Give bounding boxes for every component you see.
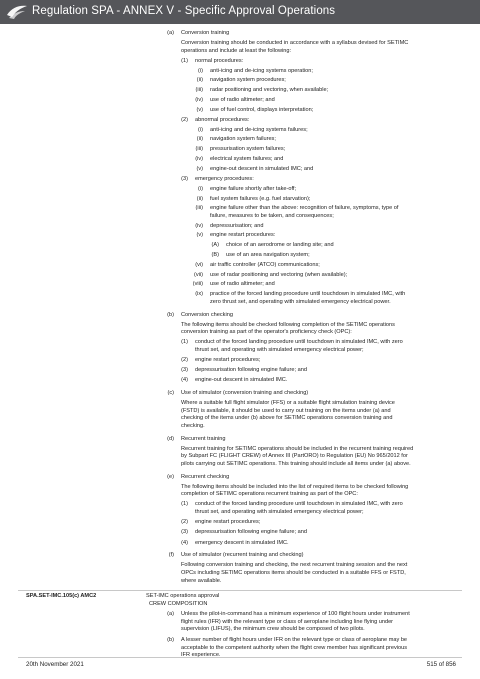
item-label: (2) [181,519,188,526]
item-text: use of radio altimeter; and [210,96,275,103]
item-label: (vi) [195,261,203,268]
list-item [0,339,480,354]
item-text: use of fuel control, displays interpretation; [210,106,314,113]
item-text: choice of an aerodrome or landing site; and [226,242,334,249]
item-text: abnormal procedures: [195,116,250,123]
item-text: Conversion training [181,30,230,36]
item-label: (i) [198,185,203,192]
item-label: (c) [167,390,174,397]
list-item [0,87,480,95]
paragraph [0,446,480,469]
item-label: (1) [181,339,188,346]
item-text: Following conversion training and checking, the next recurrent training session and the next OPCs including SETIMC operations items should be conducted in a suitable FFS or FSTD, where available. [181,562,408,584]
item-text: normal procedures: [195,57,244,64]
item-text: depressurisation; and [210,222,264,229]
item-label: (B) [211,252,219,259]
list-item [0,136,480,144]
paragraph [0,484,480,499]
item-label: (4) [181,539,188,546]
list-item [0,390,480,398]
item-label: (i) [198,126,203,133]
item-text: conduct of the forced landing procedure until touchdown in simulated IMC, with zero thrust set, and operating with simulated emergency electrical power; [195,501,403,516]
list-item [0,232,480,240]
item-text: pressurisation system failures; [210,146,286,153]
item-label: (iii) [195,87,203,94]
item-text: Conversion training should be conducted in accordance with a syllabus devised for SETIMC operations and include at least the following: [181,39,409,54]
list-item [0,436,480,444]
item-label: (viii) [192,281,203,288]
list-item [0,312,480,320]
item-label: (ix) [195,291,203,298]
list-item [0,196,480,204]
list-item [0,291,480,306]
item-text: navigation system failures; [210,136,276,143]
amc-reference: SPA.SET-IMC.105(c) AMC2 [26,593,97,599]
amc-title: SET-IMC operations approval [146,593,220,599]
list-item [0,156,480,164]
document-title: Regulation SPA - ANNEX V - Specific Approval Operations [32,5,336,17]
item-label: (a) [167,30,174,36]
list-item [0,68,480,76]
easa-wing-logo-icon [6,3,28,21]
item-text: Use of simulator (conversion training and checking) [181,390,309,397]
item-text: use of radio altimeter; and [210,281,275,288]
list-item [0,223,480,231]
item-label: (ii) [196,77,203,84]
item-text: anti-icing and de-icing systems operation; [210,67,313,74]
list-item [0,262,480,270]
amc-body [0,593,480,660]
item-label: (e) [167,473,174,480]
item-text: radar positioning and vectoring, when available; [210,87,329,94]
item-label: (b) [167,311,174,318]
list-item [0,377,480,385]
item-text: The following items should be checked following completion of the SETIMC operations conversion training as part of the operator's proficiency check (OPC): [181,321,395,336]
list-item [0,117,480,125]
list-item [0,611,480,634]
item-label: (3) [181,175,188,182]
list-item [0,474,480,482]
item-text: fuel system failures (e.g. fuel starvation); [210,195,311,202]
item-text: emergency descent in simulated IMC. [195,539,289,546]
amc-items [0,611,480,660]
item-text: engine-out descent in simulated IMC. [195,377,288,384]
item-label: (vii) [193,271,203,278]
item-text: engine restart procedures; [195,357,261,364]
item-label: (ii) [196,136,203,143]
item-label: (2) [181,116,188,123]
item-text: depressurisation following engine failure; and [195,367,307,374]
item-label: (iv) [195,222,203,229]
section-divider [18,590,462,591]
item-label: (f) [168,552,174,559]
item-label: (ii) [196,195,203,202]
item-text: use of an area navigation system; [226,252,310,259]
item-text: navigation system procedures; [210,77,286,84]
list-item [0,552,480,560]
amc-subtitle: CREW COMPOSITION [149,600,208,607]
list-item [0,176,480,184]
list-item [0,77,480,85]
item-text: engine restart procedures: [210,232,276,239]
item-label: (d) [167,435,174,442]
item-label: (iv) [195,96,203,103]
item-text: engine failure other than the above: recognition of failure, symptoms, type of failure, measures to be taken, and consequences; [210,205,399,219]
footer-date: 20th November 2021 [26,661,84,668]
item-label: (v) [196,165,203,172]
paragraph [0,40,480,55]
paragraph [0,322,480,337]
item-label: (A) [211,242,219,249]
list-item [0,529,480,537]
item-text: engine restart procedures; [195,519,261,526]
item-text: Unless the pilot-in-command has a minimum experience of 100 flight hours under instrument flight rules (IFR) with the relevant type or class of aeroplane including line flying under supervision (LIFUS), the minimum crew should be composed of two pilots. [181,611,410,633]
list-item [0,186,480,194]
item-label: (i) [198,67,203,74]
page-header [0,0,480,24]
list-item [0,519,480,527]
document-body [0,30,480,585]
list-item [0,501,480,516]
item-label: (4) [181,377,188,384]
item-text: conduct of the forced landing procedure until touchdown in simulated IMC, with zero thrust set, and operating with simulated emergency electrical power; [195,339,403,353]
item-text: practice of the forced landing procedure until touchdown in simulated IMC, with zero thrust set, and operating with simulated emergency electrical power. [210,291,406,305]
item-label: (b) [167,636,174,643]
item-text: Where a suitable full flight simulator (FFS) or a suitable flight simulation training device (FSTD) is available, it should be used to carry out training on the items under (a) and checking of the items under (b) above for SETIMC operations conversion training and checking. [181,400,395,429]
item-label: (v) [196,232,203,239]
list-item [0,281,480,289]
item-text: Use of simulator (recurrent training and checking) [181,552,304,559]
item-text: depressurisation following engine failure; and [195,529,307,536]
list-item [0,166,480,174]
list-item [0,540,480,548]
item-label: (a) [167,611,174,618]
item-label: (3) [181,529,188,536]
amc-heading [0,593,480,608]
paragraph [0,400,480,430]
list-item [0,367,480,375]
item-label: (3) [181,367,188,374]
item-label: (1) [181,501,188,508]
item-label: (iv) [195,155,203,162]
item-label: (2) [181,357,188,364]
item-text: Conversion checking [181,311,233,318]
item-text: Recurrent training for SETIMC operations should be included in the recurrent training required by Subpart FC (FLIGHT CREW) of Annex III (PartORO) to Regulation (EU) No 965/2012 for pilots carrying out SETIMC operations. This training should include all items under (a) above. [181,445,414,467]
item-text: A lesser number of flight hours under IFR on the relevant type or class of aeroplane may be acceptable to the competent authority when the flight crew member has significant previous IFR experience. [181,636,408,659]
item-text: Recurrent training [181,435,226,442]
list-item [0,107,480,115]
list-item [0,252,480,260]
footer-divider [18,657,462,658]
item-label: (1) [181,57,188,64]
item-text: use of radar positioning and vectoring (when available); [210,271,348,278]
list-item [0,272,480,280]
list-item [0,58,480,66]
list-item [0,127,480,135]
list-item [0,30,480,38]
paragraph [0,562,480,585]
item-text: electrical system failures; and [210,155,284,162]
item-label: (v) [196,106,203,113]
item-text: engine-out descent in simulated IMC; and [210,165,314,172]
list-item [0,357,480,365]
footer-page-number: 515 of 856 [426,661,456,668]
item-text: emergency procedures: [195,175,254,182]
item-text: anti-icing and de-icing systems failures; [210,126,308,133]
item-text: engine failure shortly after take-off; [210,185,297,192]
item-label: (iii) [195,146,203,153]
list-item [0,97,480,105]
list-item [0,146,480,154]
item-text: The following items should be included into the list of required items to be checked following completion of SETIMC operations recurrent training as part of the OPC: [181,483,409,498]
item-text: air traffic controller (ATCO) communications; [210,261,320,268]
item-label: (iii) [195,205,203,212]
item-text: Recurrent checking [181,473,230,480]
list-item [0,205,480,220]
list-item [0,242,480,250]
